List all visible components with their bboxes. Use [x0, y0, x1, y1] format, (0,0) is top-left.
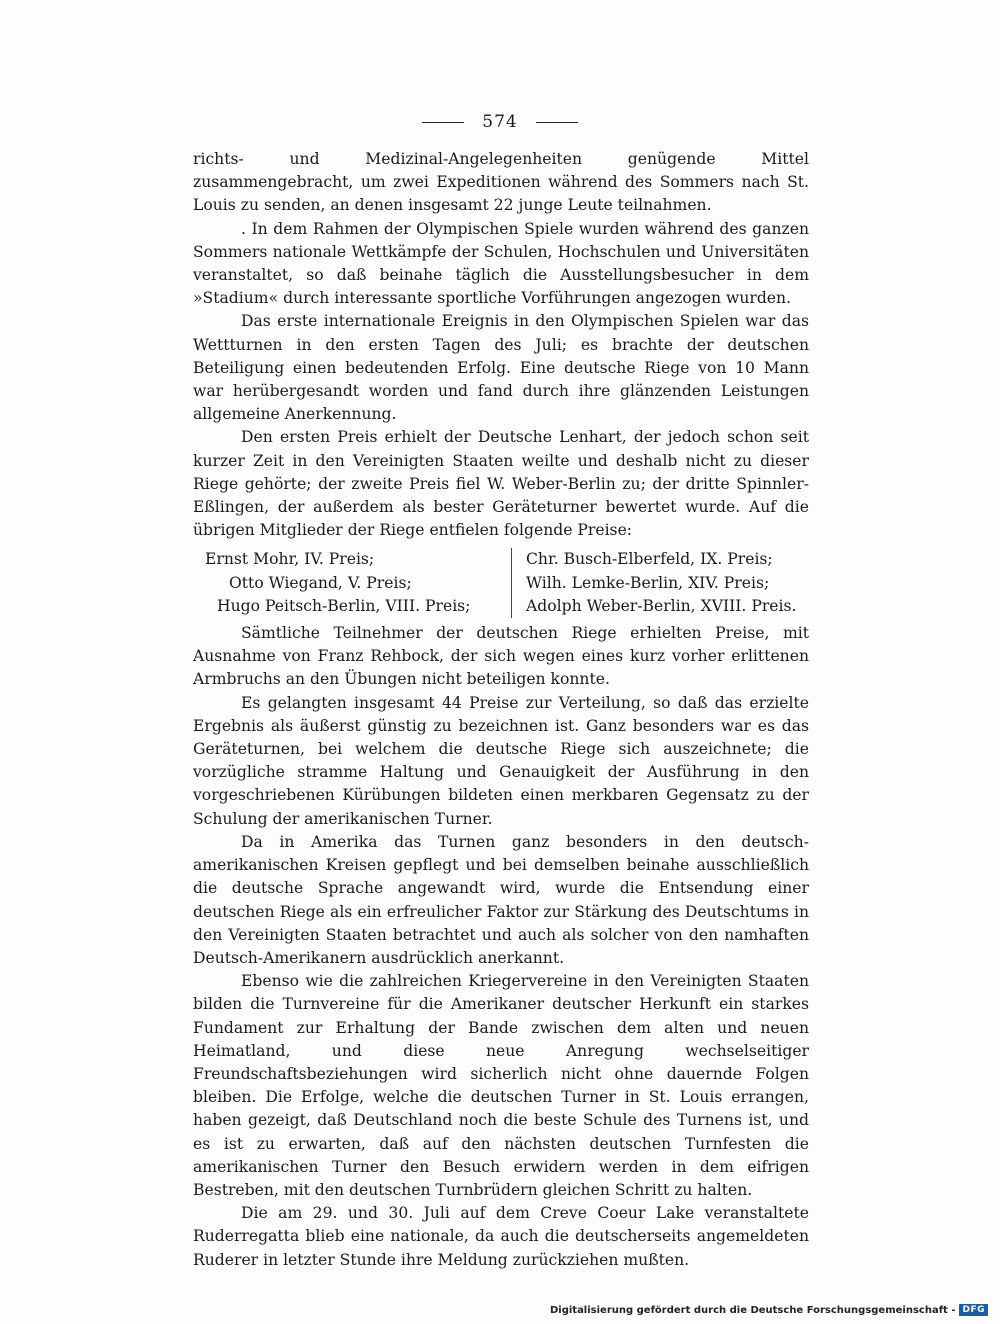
prize-entry: Adolph Weber-Berlin, XVIII. Preis.	[526, 596, 797, 615]
paragraph-9: Die am 29. und 30. Juli auf dem Creve Coeur Lake veranstaltete Ruderregatta blieb eine nationale, da auch die deutscherseits angemeldeten Ruderer in letzter Stunde ihre Meldung zurückziehen mußten.	[193, 1204, 809, 1269]
footer-credit	[550, 1304, 988, 1316]
paragraph-1: richts- und Medizinal-Angelegenheiten genügende Mittel zusammengebracht, um zwei Expeditionen während des Sommers nach St. Louis zu senden, an denen insgesamt 22 junge Leute teilnahmen.	[193, 150, 809, 215]
dfg-logo: DFG	[959, 1304, 988, 1316]
paragraph-5: Sämtliche Teilnehmer der deutschen Riege erhielten Preise, mit Ausnahme von Franz Rehbock, der sich wegen eines kurz vorher erlittenen Armbruchs an den Übungen nicht beteiligen konnte.	[193, 624, 809, 689]
page-header	[0, 112, 1000, 132]
paragraph-2: . In dem Rahmen der Olympischen Spiele wurden während des ganzen Sommers nationale Wettkämpfe der Schulen, Hochschulen und Universitäten veranstaltet, so daß beinahe täglich die Ausstellungsbesucher in dem »Stadium« durch interessante sportliche Vorführungen angezogen wurden.	[193, 219, 809, 308]
prize-entry: Ernst Mohr, IV. Preis;	[205, 550, 375, 569]
paragraph-6: Es gelangten insgesamt 44 Preise zur Verteilung, so daß das erzielte Ergebnis als äußerst günstig zu bezeichnen ist. Ganz besonders war es das Geräteturnen, bei welchem die deutsche Riege sich auszeichnete; die vorzügliche stramme Haltung und Genauigkeit der Ausführung in den vorgeschriebenen Kürübungen bildeten einen merkbaren Gegensatz zu der Schulung der amerikanischen Turner.	[193, 693, 809, 828]
prize-entry: Chr. Busch-Elberfeld, IX. Preis;	[526, 550, 773, 569]
paragraph-7: Da in Amerika das Turnen ganz besonders in den deutsch-amerikanischen Kreisen gepflegt und bei demselben beinahe ausschließlich die deutsche Sprache angewandt wird, wurde die Entsendung einer deutschen Riege als ein erfreulicher Faktor zur Stärkung des Deutschtums in den Vereinigten Staaten betrachtet und auch als solcher von den namhaften Deutsch-Amerikanern ausdrücklich anerkannt.	[193, 832, 809, 967]
prize-column-left	[193, 548, 511, 618]
prize-entry: Otto Wiegand, V. Preis;	[229, 573, 412, 592]
prize-column-right	[511, 548, 809, 618]
paragraph-4: Den ersten Preis erhielt der Deutsche Lenhart, der jedoch schon seit kurzer Zeit in den Vereinigten Staaten weilte und deshalb nicht zu dieser Riege gehörte; der zweite Preis fiel W. Weber-Berlin zu; der dritte Spinnler-Eßlingen, der außerdem als bester Geräteturner bewertet wurde. Auf die übrigen Mitglieder der Riege entfielen folgende Preise:	[193, 428, 809, 540]
paragraph-8: Ebenso wie die zahlreichen Kriegervereine in den Vereinigten Staaten bilden die Turnvereine für die Amerikaner deutscher Herkunft ein starkes Fundament zur Erhaltung der Bande zwischen dem alten und neuen Heimatland, und diese neue Anregung wechselseitiger Freundschaftsbeziehungen wird sicherlich nicht ohne dauernde Folgen bleiben. Die Erfolge, welche die deutschen Turner in St. Louis errangen, haben gezeigt, daß Deutschland noch die beste Schule des Turnens ist, und es ist zu erwarten, daß auf den nächsten deutschen Turnfesten die amerikanischen Turner den Besuch erwidern werden in dem eifrigen Bestreben, mit den deutschen Turnbrüdern gleichen Schritt zu halten.	[193, 972, 809, 1199]
prize-entry: Wilh. Lemke-Berlin, XIV. Preis;	[526, 573, 770, 592]
footer-text: Digitalisierung gefördert durch die Deutsche Forschungsgemeinschaft -	[549, 1304, 956, 1316]
prize-list	[193, 548, 809, 618]
prize-entry: Hugo Peitsch-Berlin, VIII. Preis;	[217, 596, 471, 615]
page-number: 574	[482, 112, 518, 132]
body-text	[193, 148, 809, 1272]
header-rule-left	[422, 122, 464, 123]
header-rule-right	[536, 122, 578, 123]
paragraph-3: Das erste internationale Ereignis in den Olympischen Spielen war das Wettturnen in den ersten Tagen des Juli; es brachte der deutschen Beteiligung einen bedeutenden Erfolg. Eine deutsche Riege von 10 Mann war herübergesandt worden und fand durch ihre glänzenden Leistungen allgemeine Anerkennung.	[193, 312, 809, 424]
